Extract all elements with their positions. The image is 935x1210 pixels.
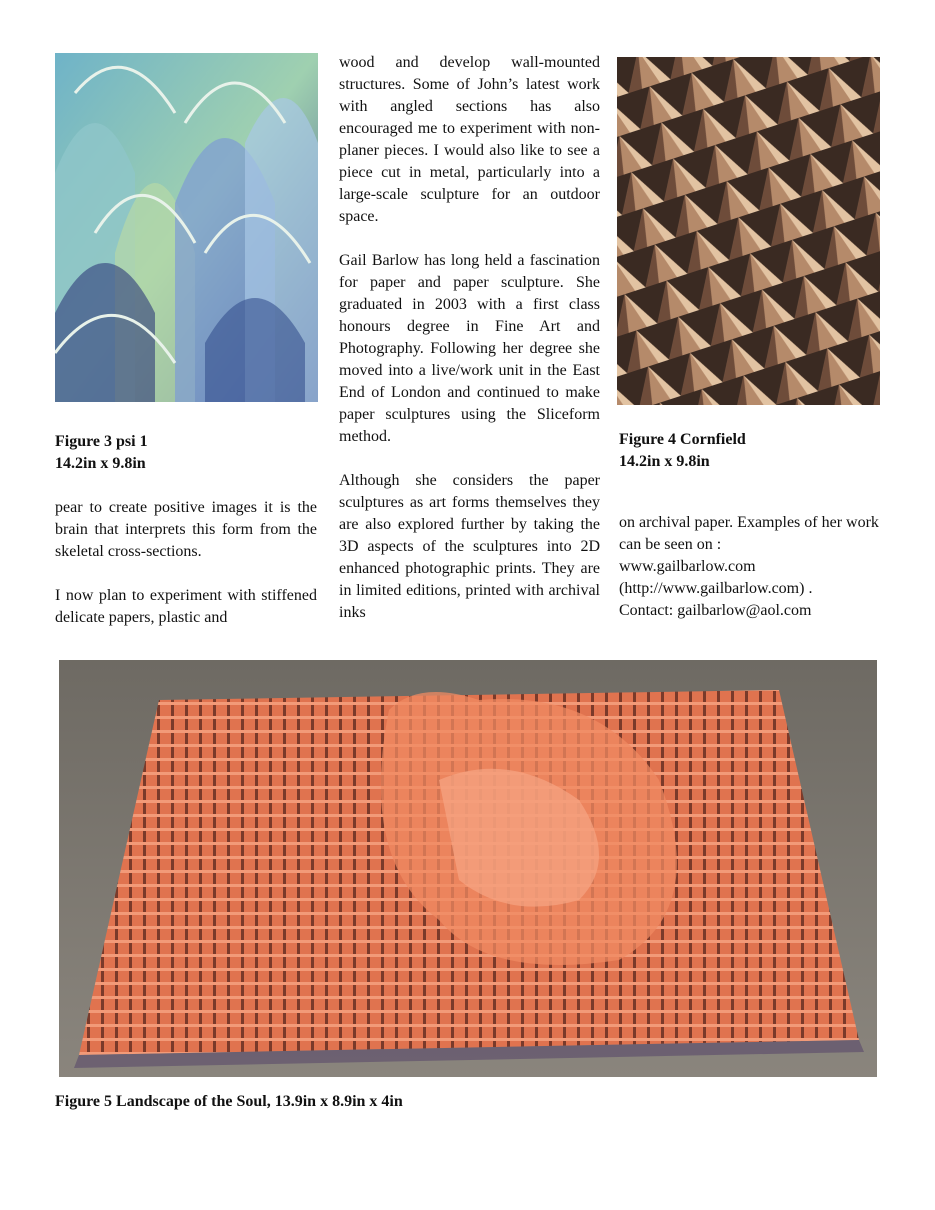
figure-5-caption: Figure 5 Landscape of the Soul, 13.9in x 8.9in x 4in <box>55 1093 403 1110</box>
figure-4-title: Figure 4 Cornfield <box>619 431 746 448</box>
figure-3-size: 14.2in x 9.8in <box>55 455 146 472</box>
website-url: (http://www.gailbarlow.com) . <box>619 580 813 597</box>
middle-paragraph-1: wood and develop wall-mounted structures. Some of John’s latest work with angled sections has also encouraged me to experiment with non-planer pieces. I would also like to see a piece cut in metal, particularly into a large-scale sculpture for an outdoor space. <box>339 54 600 225</box>
figure-3-title: Figure 3 psi 1 <box>55 433 148 450</box>
contact-email: Contact: gailbarlow@aol.com <box>619 602 812 619</box>
website-text: www.gailbarlow.com <box>619 558 756 575</box>
figure-3-caption <box>55 431 148 475</box>
figure-4-size: 14.2in x 9.8in <box>619 453 710 470</box>
figure-5-image <box>59 660 877 1077</box>
middle-paragraph-3: Although she considers the paper sculptures as art forms themselves they are also explored further by taking the 3D aspects of the sculptures into 2D enhanced photographic prints. They are in limited editions, printed with archival inks <box>339 472 600 621</box>
figure-4-image <box>617 57 880 405</box>
right-paragraph-1: on archival paper. Examples of her work can be seen on : <box>619 514 879 553</box>
left-paragraph-2: I now plan to experiment with stiffened delicate papers, plastic and <box>55 587 317 626</box>
left-paragraph-1: pear to create positive images it is the brain that interprets this form from the skeletal cross-sections. <box>55 499 317 560</box>
middle-column-text <box>339 52 600 624</box>
figure-3-image <box>55 53 318 402</box>
left-column-text <box>55 497 317 629</box>
figure-4-caption <box>619 429 746 473</box>
middle-paragraph-2: Gail Barlow has long held a fascination for paper and paper sculpture. She graduated in 2003 with a first class honours degree in Fine Art and Photography. Following her degree she moved into a live/work unit in the East End of London and continued to make paper sculptures using the Sliceform method. <box>339 252 600 445</box>
right-column-text <box>619 512 881 622</box>
